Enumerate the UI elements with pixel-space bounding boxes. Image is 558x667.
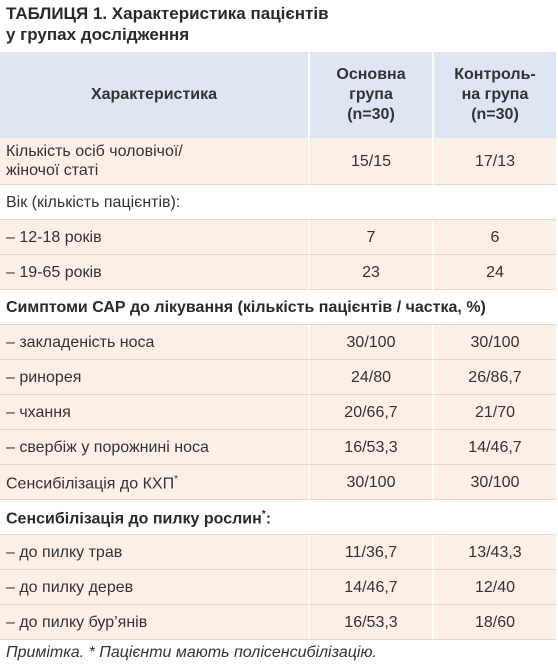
row-label: Вік (кількість пацієнтів):	[0, 185, 556, 220]
row-label	[0, 465, 308, 500]
cell-main: 24/80	[308, 360, 432, 395]
table-row	[0, 570, 556, 605]
section-label	[0, 500, 556, 535]
cell-control: 26/86,7	[432, 360, 556, 395]
cell-main: 11/36,7	[308, 535, 432, 570]
table-row	[0, 535, 556, 570]
table-row	[0, 500, 556, 535]
row-label: – свербіж у порожнині носа	[0, 430, 308, 465]
header-control-group	[432, 52, 556, 138]
table-row	[0, 360, 556, 395]
row-label: – 12-18 років	[0, 220, 308, 255]
header-characteristic	[0, 52, 308, 138]
cell-main: 30/100	[308, 325, 432, 360]
cell-control: 13/43,3	[432, 535, 556, 570]
table-title-line2: у групах дослідження	[6, 25, 190, 44]
header-control-group-l1: Контроль-	[454, 66, 536, 83]
table-row	[0, 325, 556, 360]
cell-main: 7	[308, 220, 432, 255]
header-main-group-l1: Основна	[336, 66, 406, 83]
table-row	[0, 255, 556, 290]
cell-control: 14/46,7	[432, 430, 556, 465]
cell-control: 21/70	[432, 395, 556, 430]
cell-control: 30/100	[432, 465, 556, 500]
table-row	[0, 185, 556, 220]
patients-table	[0, 52, 556, 640]
cell-control: 30/100	[432, 325, 556, 360]
cell-control: 24	[432, 255, 556, 290]
footnote-mark: *	[174, 474, 178, 486]
row-label: – до пилку бур’янів	[0, 605, 308, 640]
header-main-group-l2: група	[349, 86, 393, 103]
header-main-group	[308, 52, 432, 138]
section-label-text: Сенсибілізація до пилку рослин	[6, 510, 262, 528]
row-label: – ринорея	[0, 360, 308, 395]
table-row	[0, 605, 556, 640]
cell-main: 16/53,3	[308, 605, 432, 640]
row-label-line1: Кількість осіб чоловічої/	[6, 143, 183, 160]
row-label: – 19-65 років	[0, 255, 308, 290]
cell-control: 6	[432, 220, 556, 255]
table-row	[0, 290, 556, 325]
table-row	[0, 430, 556, 465]
row-label-line2: жіночої статі	[6, 162, 99, 179]
row-label	[0, 138, 308, 185]
header-characteristic-label: Характеристика	[90, 86, 218, 103]
cell-main: 30/100	[308, 465, 432, 500]
table-footnote: Примітка. * Пацієнти мають полісенсибілізацію.	[6, 644, 377, 661]
header-control-group-l3: (n=30)	[471, 106, 519, 123]
row-label: – до пилку трав	[0, 535, 308, 570]
table-row	[0, 465, 556, 500]
table-row	[0, 138, 556, 185]
header-control-group-l2: на група	[461, 86, 529, 103]
row-label: – закладеність носа	[0, 325, 308, 360]
table-row	[0, 395, 556, 430]
cell-main: 14/46,7	[308, 570, 432, 605]
table-row	[0, 220, 556, 255]
row-label-text: Сенсибілізація до КХП	[6, 475, 175, 493]
cell-main: 15/15	[308, 138, 432, 185]
cell-control: 18/60	[432, 605, 556, 640]
section-label-tail: :	[265, 510, 272, 528]
cell-main: 23	[308, 255, 432, 290]
table-title	[6, 3, 546, 45]
footnote-mark: *	[261, 509, 266, 521]
cell-main: 20/66,7	[308, 395, 432, 430]
cell-control: 17/13	[432, 138, 556, 185]
section-label: Симптоми САР до лікування (кількість пацієнтів / частка, %)	[0, 290, 556, 325]
header-main-group-l3: (n=30)	[347, 106, 395, 123]
row-label: – до пилку дерев	[0, 570, 308, 605]
table-title-line1: ТАБЛИЦЯ 1. Характеристика пацієнтів	[6, 4, 329, 23]
row-label: – чхання	[0, 395, 308, 430]
cell-control: 12/40	[432, 570, 556, 605]
cell-main: 16/53,3	[308, 430, 432, 465]
